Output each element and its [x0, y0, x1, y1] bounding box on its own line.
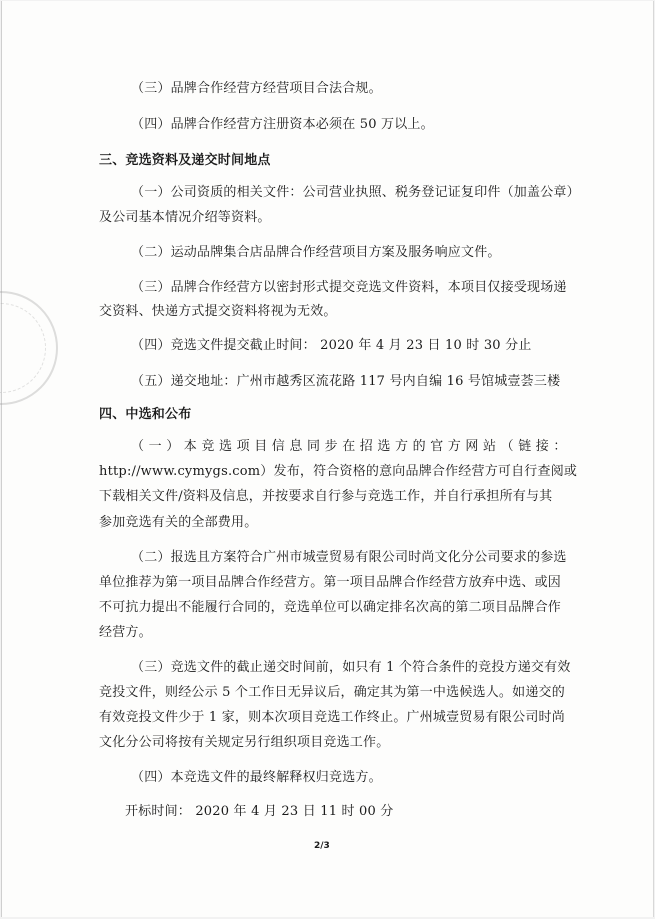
document-page — [1, 1, 654, 917]
section-4-item-1-line-3: 下载相关文件/资料及信息，并按要求自行参与竞选工作，并自行承担所有与其 — [99, 489, 553, 504]
section-4-item-2-line-1: （二）报选且方案符合广州市城壹贸易有限公司时尚文化分公司要求的参选 — [131, 550, 567, 565]
section-4-item-3-line-1: （三）竞选文件的截止递交时间前，如只有 1 个符合条件的竞投方递交有效 — [131, 660, 571, 675]
section-4-item-3-line-4: 文化分公司将按有关规定另行组织项目竞选工作。 — [99, 735, 390, 750]
section-4-item-2-line-3: 不可抗力提出不能履行合同的，竞选单位可以确定排名次高的第二项目品牌合作 — [99, 600, 562, 615]
section-4-item-4: （四）本竞选文件的最终解释权归竞选方。 — [131, 770, 382, 785]
section-4-item-1-line-1: （一）本竞选项目信息同步在招选方的官方网站（链接： — [131, 439, 572, 454]
section-4-heading: 四、中选和公布 — [99, 407, 192, 422]
section-3-heading: 三、竞选资料及递交时间地点 — [99, 153, 271, 168]
section-4-item-2-line-4: 经营方。 — [99, 625, 152, 640]
section-4-item-2-line-2: 单位推荐为第一项目品牌合作经营方。第一项目品牌合作经营方放弃中选、或因 — [99, 575, 562, 590]
clause-3-compliance: （三）品牌合作经营方经营项目合法合规。 — [131, 81, 382, 96]
section-3-item-1-line-1: （一）公司资质的相关文件：公司营业执照、税务登记证复印件（加盖公章） — [131, 185, 580, 200]
section-4-item-1-line-4: 参加竞选有关的全部费用。 — [99, 515, 258, 530]
section-3-item-5-address: （五）递交地址：广州市越秀区流花路 117 号内自编 16 号馆城壹荟三楼 — [131, 374, 561, 389]
official-seal-stamp — [0, 291, 58, 405]
section-3-item-2: （二）运动品牌集合店品牌合作经营项目方案及服务响应文件。 — [131, 245, 501, 260]
section-4-item-3-line-3: 有效竞投文件少于 1 家，则本次项目竞选工作终止。广州城壹贸易有限公司时尚 — [99, 710, 565, 725]
section-3-item-4-deadline: （四）竞选文件提交截止时间： 2020 年 4 月 23 日 10 时 30 分止 — [131, 338, 532, 353]
section-4-item-1-line-2: http://www.cymygs.com）发布，符合资格的意向品牌合作经营方可自行查阅或 — [99, 464, 578, 479]
section-3-item-1-line-2: 及公司基本情况介绍等资料。 — [99, 210, 271, 225]
section-3-item-3-line-1: （三）品牌合作经营方以密封形式提交竞选文件资料，本项目仅接受现场递 — [131, 280, 567, 295]
section-4-item-3-line-2: 竞投文件，则经公示 5 个工作日无异议后，确定其为第一中选候选人。如递交的 — [99, 685, 565, 700]
bid-opening-time: 开标时间： 2020 年 4 月 23 日 11 时 00 分 — [125, 804, 394, 819]
page-number: 2/3 — [314, 841, 330, 851]
clause-4-capital: （四）品牌合作经营方注册资本必须在 50 万以上。 — [131, 117, 434, 132]
section-3-item-3-line-2: 交资料、快递方式提交资料将视为无效。 — [99, 304, 337, 319]
